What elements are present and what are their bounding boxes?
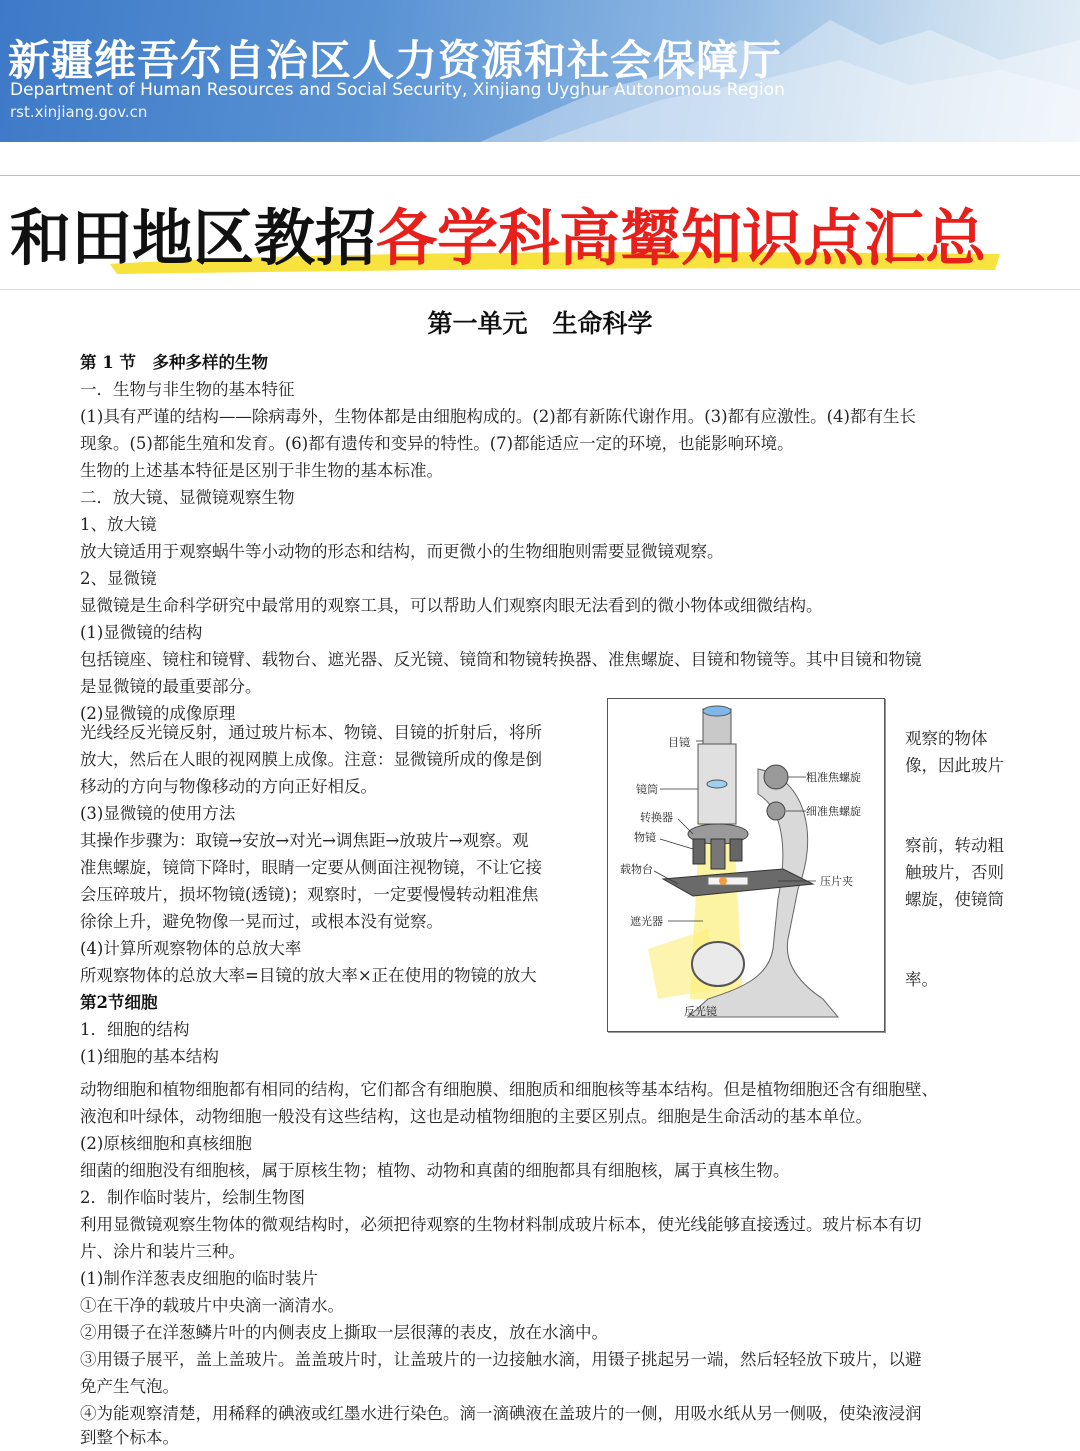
text-line: 其操作步骤为：取镜→安放→对光→调焦距→放玻片→观察。观	[80, 831, 529, 850]
unit-title: 第一单元 生命科学	[427, 309, 653, 338]
side-text: 率。	[905, 970, 938, 989]
section-heading: 第2节细胞	[80, 993, 158, 1012]
text-line: 会压碎玻片，损坏物镜(透镜)；观察时，一定要慢慢转动粗准焦	[80, 885, 539, 904]
agency-title-cn: 新疆维吾尔自治区人力资源和社会保障厅	[8, 36, 783, 85]
text-line: 二．放大镜、显微镜观察生物	[80, 488, 295, 507]
text-line: 免产生气泡。	[80, 1377, 179, 1396]
text-line: 包括镜座、镜柱和镜臂、载物台、遮光器、反光镜、镜筒和物镜转换器、准焦螺旋、目镜和物镜等。其中目镜和物镜	[80, 650, 922, 669]
text-line: 生物的上述基本特征是区别于非生物的基本标准。	[80, 461, 443, 480]
text-line: 2．制作临时装片，绘制生物图	[80, 1188, 305, 1207]
divider	[0, 175, 1080, 176]
label-fine-focus: 细准焦螺旋	[806, 805, 861, 818]
agency-url: rst.xinjiang.gov.cn	[10, 103, 148, 121]
text-line: (3)显微镜的使用方法	[80, 804, 236, 823]
label-converter: 转换器	[640, 811, 673, 824]
text-line: 片、涂片和装片三种。	[80, 1242, 245, 1261]
header-banner	[0, 0, 1080, 142]
text-line: 动物细胞和植物细胞都有相同的结构，它们都含有细胞膜、细胞质和细胞核等基本结构。但是植物细胞还含有细胞壁、	[80, 1080, 938, 1099]
text-line: (1)显微镜的结构	[80, 623, 203, 642]
label-stage: 载物台	[620, 863, 653, 876]
divider	[0, 289, 1080, 290]
text-line: ①在干净的载玻片中央滴一滴清水。	[80, 1296, 344, 1315]
page-headline	[10, 190, 986, 277]
side-text: 螺旋，使镜筒	[905, 890, 1004, 909]
side-text: 观察的物体	[905, 729, 988, 748]
side-text: 察前，转动粗	[905, 836, 1004, 855]
label-clip: 压片夹	[820, 875, 853, 888]
label-objective: 物镜	[634, 831, 656, 844]
text-line: 利用显微镜观察生物体的微观结构时，必须把待观察的生物材料制成玻片标本，使光线能够直接透过。玻片标本有切	[80, 1215, 922, 1234]
agency-title-en: Department of Human Resources and Social Security, Xinjiang Uyghur Autonomous Region	[10, 80, 785, 100]
text-line: 到整个标本。	[80, 1428, 179, 1447]
label-eyepiece: 目镜	[668, 736, 690, 749]
text-line: 细菌的细胞没有细胞核，属于原核生物；植物、动物和真菌的细胞都具有细胞核，属于真核生物。	[80, 1161, 790, 1180]
label-coarse-focus: 粗准焦螺旋	[806, 771, 861, 784]
text-line: 1、放大镜	[80, 515, 157, 534]
text-line: 放大镜适用于观察蜗牛等小动物的形态和结构，而更微小的生物细胞则需要显微镜观察。	[80, 542, 724, 561]
text-line: 显微镜是生命科学研究中最常用的观察工具，可以帮助人们观察肉眼无法看到的微小物体或细微结构。	[80, 596, 823, 615]
label-mirror: 反光镜	[684, 1005, 717, 1018]
microscope-figure	[607, 698, 885, 1032]
label-diaphragm: 遮光器	[630, 915, 663, 928]
text-line: 现象。(5)都能生殖和发育。(6)都有遗传和变异的特性。(7)都能适应一定的环境，也能影响环境。	[80, 434, 794, 453]
text-line: 移动的方向与物像移动的方向正好相反。	[80, 777, 377, 796]
side-text: 触玻片，否则	[905, 863, 1004, 882]
text-line: 1．细胞的结构	[80, 1020, 190, 1039]
text-line: ②用镊子在洋葱鳞片叶的内侧表皮上撕取一层很薄的表皮，放在水滴中。	[80, 1323, 608, 1342]
text-line: ④为能观察清楚，用稀释的碘液或红墨水进行染色。滴一滴碘液在盖玻片的一侧，用吸水纸从另一侧吸，使染液浸润	[80, 1404, 922, 1423]
text-line: (1)制作洋葱表皮细胞的临时装片	[80, 1269, 318, 1288]
text-line: 光线经反光镜反射，通过玻片标本、物镜、目镜的折射后，将所	[80, 723, 542, 742]
side-text: 像，因此玻片	[905, 756, 1004, 775]
text-line: (1)具有严谨的结构——除病毒外，生物体都是由细胞构成的。(2)都有新陈代谢作用。(3)都有应激性。(4)都有生长	[80, 407, 916, 426]
text-line: 液泡和叶绿体，动物细胞一般没有这些结构，这也是动植物细胞的主要区别点。细胞是生命活动的基本单位。	[80, 1107, 872, 1126]
text-line: (2)显微镜的成像原理	[80, 704, 236, 723]
text-line: 一．生物与非生物的基本特征	[80, 380, 295, 399]
microscope-diagram	[608, 699, 884, 1031]
headline-red: 各学科高颦知识点汇总	[376, 203, 987, 274]
text-line: (1)细胞的基本结构	[80, 1047, 219, 1066]
text-line: 放大，然后在人眼的视网膜上成像。注意：显微镜所成的像是倒	[80, 750, 542, 769]
text-line: 徐徐上升，避免物像一晃而过，或根本没有觉察。	[80, 912, 443, 931]
text-line: 所观察物体的总放大率=目镜的放大率×正在使用的物镜的放大	[80, 966, 537, 985]
text-line: (4)计算所观察物体的总放大率	[80, 939, 302, 958]
headline-area	[0, 186, 1080, 286]
label-tube: 镜筒	[636, 783, 658, 796]
text-line: 2、显微镜	[80, 569, 157, 588]
text-line: ③用镊子展平，盖上盖玻片。盖盖玻片时，让盖玻片的一边接触水滴，用镊子挑起另一端，然后轻轻放下玻片，以避	[80, 1350, 922, 1369]
text-line: (2)原核细胞和真核细胞	[80, 1134, 252, 1153]
text-line: 是显微镜的最重要部分。	[80, 677, 262, 696]
headline-black: 和田地区教招	[10, 203, 377, 274]
text-line: 准焦螺旋，镜筒下降时，眼睛一定要从侧面注视物镜，不让它接	[80, 858, 542, 877]
text-line: 第 1 节 多种多样的生物	[80, 353, 268, 372]
